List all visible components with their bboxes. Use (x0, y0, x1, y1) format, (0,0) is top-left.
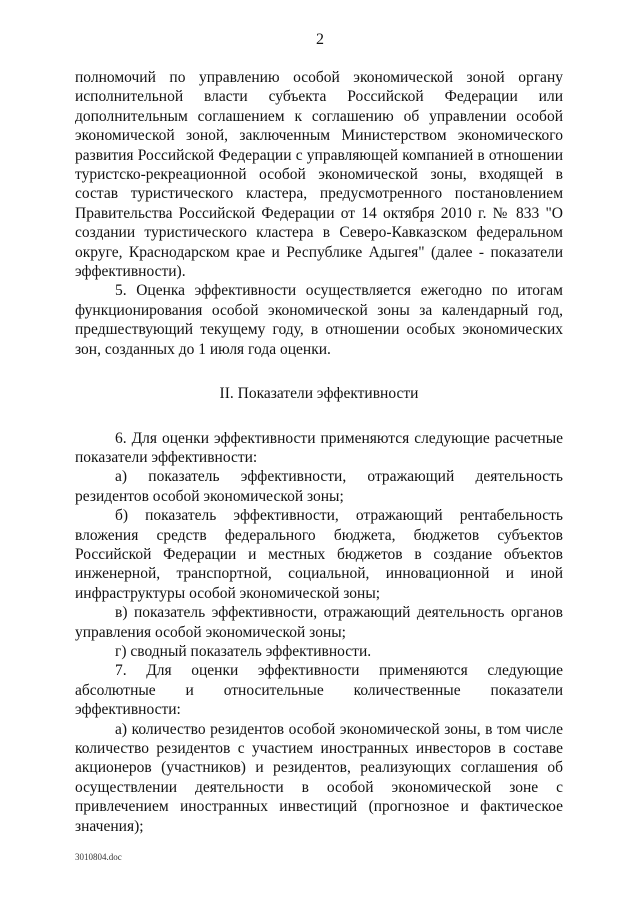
paragraph: в) показатель эффективности, отражающий деятельность органов управления особой экономической зоны; (75, 604, 563, 641)
document-body (75, 68, 563, 836)
paragraph: г) сводный показатель эффективности. (115, 642, 372, 660)
paragraph: полномочий по управлению особой экономической зоной органу исполнительной власти субъекта Российской Федерации или дополнительным соглашением к соглашению об управлении особой экономической зоной, заключенным Министерством экономического развития Российской Федерации с управляющей компанией в отношении туристско-рекреационной особой экономической зоны, входящей в состав туристического кластера, предусмотренного постановлением Правительства Российской Федерации от 14 октября 2010 г. № 833 "О создании туристического кластера в Северо-Кавказском федеральном округе, Краснодарском крае и Республике Адыгея" (далее - показатели эффективности). (75, 69, 563, 281)
footer-file-code: 3010804.doc (75, 852, 122, 862)
paragraph: б) показатель эффективности, отражающий рентабельность вложения средств федерального бюджета, бюджетов субъектов Российской Федерации и местных бюджетов в создание объектов инженерной, транспортной, социальной, инновационной и иной инфраструктуры особой экономической зоны; (75, 507, 563, 602)
page-number: 2 (316, 31, 324, 48)
paragraph: а) показатель эффективности, отражающий деятельность резидентов особой экономической зоны; (75, 468, 563, 505)
paragraph: 5. Оценка эффективности осуществляется ежегодно по итогам функционирования особой экономической зоны за календарный год, предшествующий текущему году, в отношении особых экономических зон, созданных до 1 июля года оценки. (75, 282, 563, 358)
paragraph: 6. Для оценки эффективности применяются следующие расчетные показатели эффективности: (75, 429, 563, 466)
paragraph: а) количество резидентов особой экономической зоны, в том числе количество резидентов с участием иностранных инвесторов в составе акционеров (участников) и резидентов, реализующих соглашения об осуществлении деятельности в особой экономической зоне с привлечением иностранных инвестиций (прогнозное и фактическое значения); (75, 720, 563, 835)
paragraph: 7. Для оценки эффективности применяются следующие абсолютные и относительные количественные показатели эффективности: (75, 662, 563, 719)
section-heading: II. Показатели эффективности (219, 385, 419, 403)
